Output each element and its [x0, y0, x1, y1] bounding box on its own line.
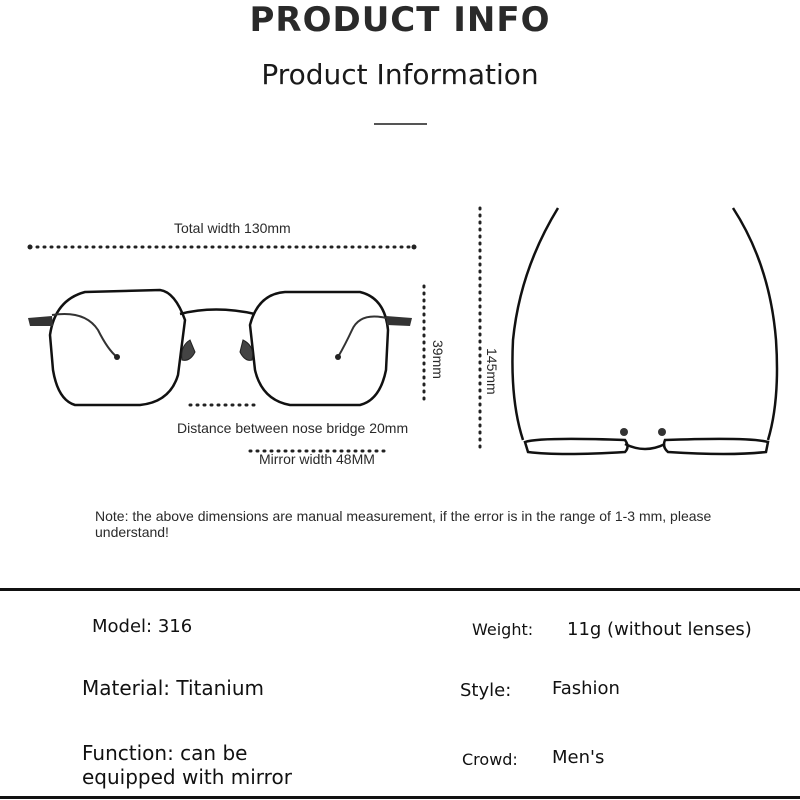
left-temple-tip	[114, 354, 120, 360]
right-hinge	[386, 316, 412, 326]
bridge	[180, 310, 255, 315]
spec-top-rule	[0, 588, 800, 591]
top-view-left-rim	[525, 439, 628, 454]
title-divider	[374, 123, 427, 125]
top-view-right-rim	[664, 439, 768, 454]
left-hinge	[28, 316, 53, 326]
top-view-left-temple	[512, 208, 558, 440]
total-width-end-left	[28, 245, 33, 250]
left-temple-inner	[52, 314, 117, 357]
top-view-right-temple	[733, 208, 777, 440]
spec-model: Model: 316	[92, 616, 193, 637]
spec-bottom-rule	[0, 796, 800, 799]
spec-weight-value: 11g (without lenses)	[567, 619, 752, 640]
left-nose-pad	[182, 340, 195, 360]
nose-bridge-label: Distance between nose bridge 20mm	[177, 420, 409, 436]
right-temple-tip	[335, 354, 341, 360]
total-width-end-right	[412, 245, 417, 250]
top-view-left-pad	[620, 428, 628, 436]
glasses-diagram	[0, 140, 800, 500]
right-lens-frame	[250, 292, 388, 405]
spec-crowd-label: Crowd:	[462, 750, 518, 769]
spec-function	[82, 741, 292, 789]
right-temple-inner	[338, 317, 386, 358]
spec-style-value: Fashion	[552, 678, 620, 699]
spec-function-line2: equipped with mirror	[82, 765, 292, 789]
measurement-note: Note: the above dimensions are manual measurement, if the error is in the range of 1-3 mm, please understand!	[95, 508, 712, 540]
spec-crowd-value: Men's	[552, 747, 605, 768]
spec-weight-label: Weight:	[472, 620, 534, 639]
temple-length-label: 145mm	[484, 348, 500, 395]
page-subtitle: Product Information	[261, 58, 539, 91]
spec-function-line1: Function: can be	[82, 741, 248, 765]
top-view-right-pad	[658, 428, 666, 436]
left-lens-frame	[50, 290, 185, 405]
spec-material: Material: Titanium	[82, 676, 264, 700]
total-width-label: Total width 130mm	[174, 220, 291, 236]
mirror-width-label: Mirror width 48MM	[259, 451, 375, 467]
right-nose-pad	[240, 340, 253, 360]
spec-style-label: Style:	[460, 680, 512, 701]
top-view-bridge	[625, 444, 665, 449]
lens-height-label: 39mm	[430, 340, 446, 379]
page-title: PRODUCT INFO	[249, 0, 551, 40]
